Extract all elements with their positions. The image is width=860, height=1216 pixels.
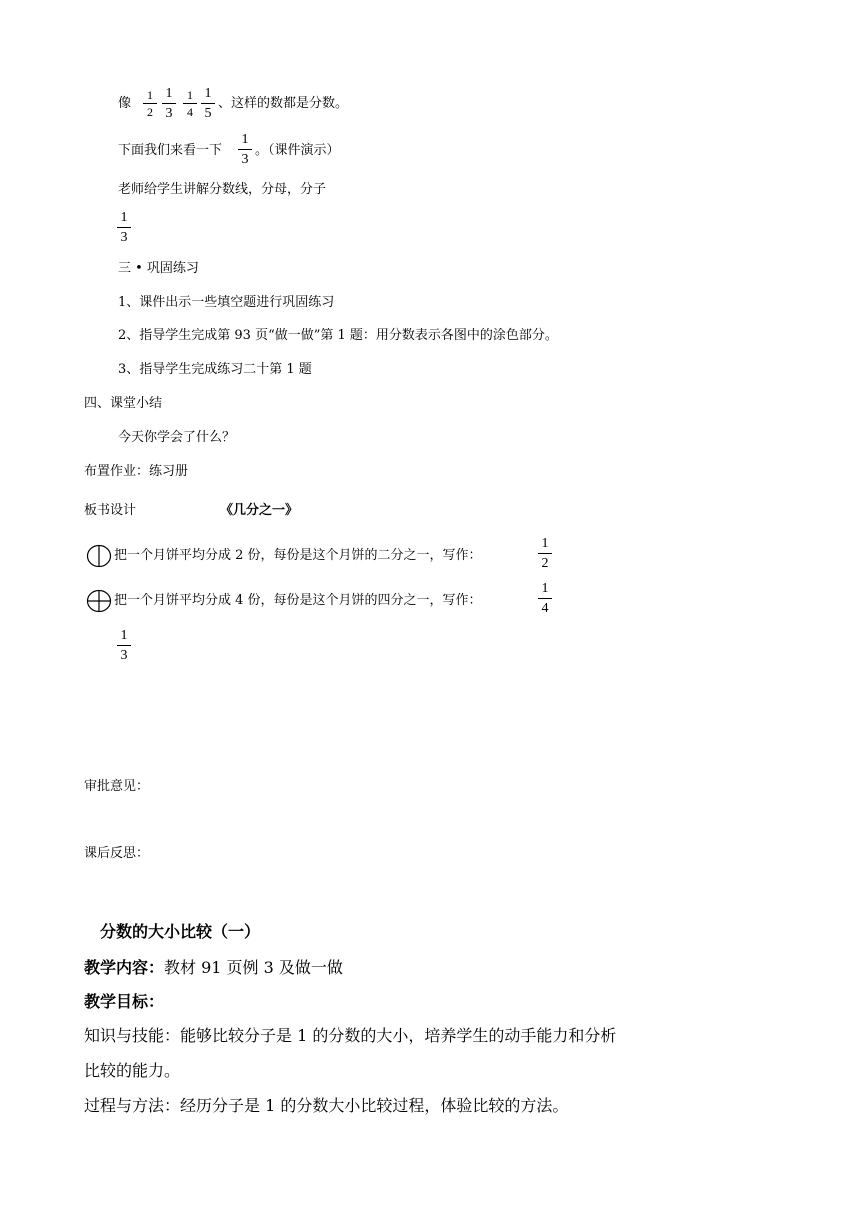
goal-process-line: 过程与方法：经历分子是 1 的分数大小比较过程，体验比较的方法。 — [84, 1096, 569, 1115]
explain-line: 老师给学生讲解分数线，分母，分子 — [118, 182, 327, 197]
demo-suffix: 。（课件演示） — [255, 143, 340, 158]
fraction-one-half: 1 2 — [143, 88, 157, 119]
halves-sentence: 把一个月饼平均分成 2 份，每份是这个月饼的二分之一，写作： — [114, 548, 482, 563]
circle-quarters-icon — [86, 589, 112, 613]
board-design-label: 板书设计 — [84, 503, 137, 518]
board-design-title: 《几分之一》 — [220, 503, 299, 518]
demo-prefix: 下面我们来看一下 — [118, 143, 223, 158]
intro-suffix: 、这样的数都是分数。 — [218, 96, 349, 111]
fraction-one-third-demo: 1 3 — [238, 131, 252, 168]
content-label: 教学内容： — [84, 958, 165, 977]
practice-item-1: 1、课件出示一些填空题进行巩固练习 — [118, 295, 335, 310]
goal-knowledge-line-1: 知识与技能：能够比较分子是 1 的分数的大小，培养学生的动手能力和分析 — [84, 1026, 617, 1045]
quarters-sentence: 把一个月饼平均分成 4 份，每份是这个月饼的四分之一，写作： — [114, 593, 482, 608]
circle-halves-icon — [86, 544, 112, 568]
intro-prefix: 像 — [118, 96, 132, 111]
homework-line: 布置作业：练习册 — [84, 464, 189, 479]
summary-question: 今天你学会了什么？ — [118, 430, 236, 445]
reflection-label: 课后反思： — [84, 846, 150, 861]
fraction-one-fifth: 1 5 — [201, 85, 215, 122]
practice-item-2: 2、指导学生完成第 93 页“做一做”第 1 题：用分数表示各图中的涂色部分。 — [118, 328, 558, 343]
goal-knowledge-line-2: 比较的能力。 — [84, 1061, 181, 1080]
fraction-one-half-board: 1 2 — [538, 535, 552, 572]
content-line — [84, 958, 343, 978]
section-four-heading: 四、课堂小结 — [84, 396, 163, 411]
goals-label: 教学目标： — [84, 992, 165, 1011]
fraction-one-third-explain: 1 3 — [117, 209, 131, 246]
fraction-one-third-board: 1 3 — [117, 627, 131, 664]
lesson-title: 分数的大小比较（一） — [100, 922, 261, 941]
fraction-one-fourth-board: 1 4 — [538, 580, 552, 617]
content-value: 教材 91 页例 3 及做一做 — [164, 958, 343, 977]
section-three-heading: 三 • 巩固练习 — [118, 261, 199, 276]
practice-item-3: 3、指导学生完成练习二十第 1 题 — [118, 362, 312, 377]
fraction-one-fourth: 1 4 — [183, 88, 197, 119]
fraction-one-third: 1 3 — [162, 85, 176, 122]
approval-opinion-label: 审批意见： — [84, 779, 150, 794]
